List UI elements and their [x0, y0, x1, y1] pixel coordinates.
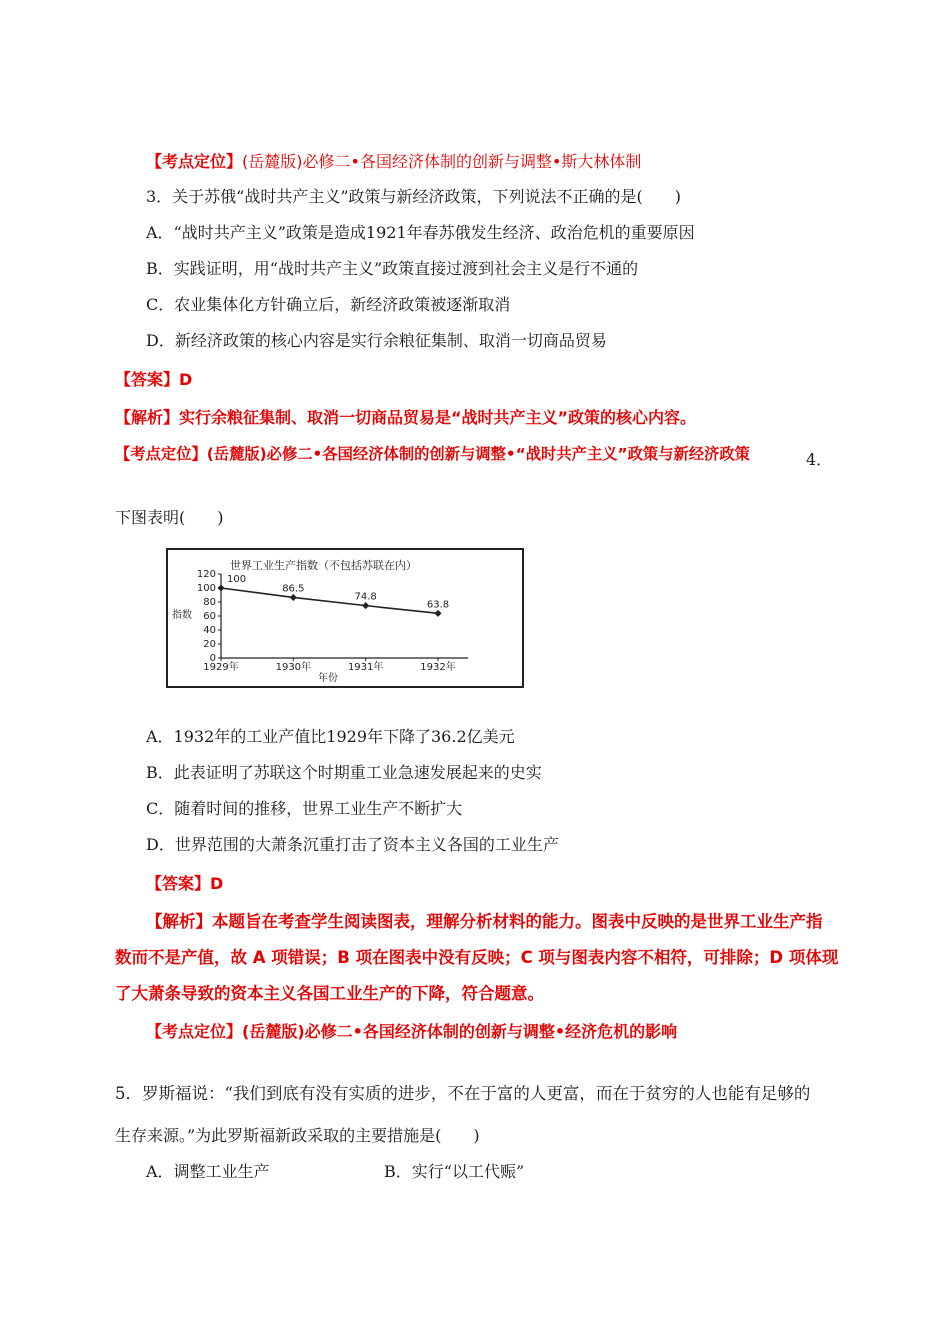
- y-tick-label: 120: [196, 569, 216, 580]
- data-label: 63.8: [426, 599, 450, 611]
- chart-svg: [168, 550, 522, 686]
- y-tick-label: 60: [203, 611, 216, 622]
- q3-analysis: [115, 407, 696, 429]
- q4-answer-label: 【答案】: [146, 874, 211, 893]
- q4-point: [146, 1021, 677, 1043]
- q5-stem-line-1: 5．罗斯福说：“我们到底有没有实质的进步，不在于富的人更富，而在于贫穷的人也能有足够的: [115, 1084, 811, 1103]
- q4-analysis-label: 【解析】: [146, 912, 212, 931]
- x-tick-label: 1930年: [275, 662, 312, 673]
- q3-point-text: (岳麓版)必修二•各国经济体制的创新与调整•“战时共产主义”政策与新经济政策: [206, 445, 750, 463]
- chart-y-label: 指数: [172, 610, 192, 621]
- q4-analysis-line-3: 了大萧条导致的资本主义各国工业生产的下降，符合题意。: [115, 984, 544, 1003]
- q3-analysis-label: 【解析】: [115, 408, 180, 427]
- x-tick-label: 1929年: [203, 662, 239, 673]
- q3-option-d: D．新经济政策的核心内容是实行余粮征集制、取消一切商品贸易: [146, 331, 607, 350]
- q5-option-b: B．实行“以工代赈”: [384, 1162, 525, 1181]
- data-label: 74.8: [354, 591, 377, 603]
- series-line: [221, 588, 438, 613]
- q4-stem: 下图表明( ): [115, 508, 224, 527]
- q5-stem-line-2: 生存来源。”为此罗斯福新政采取的主要措施是( ): [115, 1126, 480, 1145]
- q4-number: 4．: [806, 450, 833, 469]
- q2-point: [146, 151, 641, 173]
- q4-option-b: B．此表证明了苏联这个时期重工业急速发展起来的史实: [146, 763, 542, 782]
- chart-x-label: 年份: [318, 673, 338, 684]
- q4-answer-value: D: [210, 874, 224, 893]
- y-tick-label: 0: [209, 653, 216, 664]
- q4-answer: [146, 873, 223, 895]
- q3-answer-value: D: [179, 370, 193, 389]
- data-label: 100: [227, 574, 247, 585]
- q4-point-text: (岳麓版)必修二•各国经济体制的创新与调整•经济危机的影响: [242, 1022, 678, 1041]
- y-tick-label: 80: [203, 597, 216, 608]
- q4-analysis-line-2: 数而不是产值，故 A 项错误；B 项在图表中没有反映；C 项与图表内容不相符，可排除；D 项体现: [115, 948, 839, 967]
- y-tick-label: 40: [203, 625, 216, 636]
- q4-option-c: C．随着时间的推移，世界工业生产不断扩大: [146, 799, 463, 818]
- q3-option-c: C．农业集体化方针确立后，新经济政策被逐渐取消: [146, 295, 511, 314]
- q3-point: [115, 443, 750, 465]
- q2-point-label: 【考点定位】: [146, 152, 243, 171]
- q3-analysis-text: 实行余粮征集制、取消一切商品贸易是“战时共产主义”政策的核心内容。: [179, 408, 697, 427]
- data-point: [362, 602, 369, 609]
- q4-option-d: D．世界范围的大萧条沉重打击了资本主义各国的工业生产: [146, 835, 559, 854]
- x-tick-label: 1931年: [347, 662, 384, 673]
- data-point: [217, 584, 224, 591]
- q2-point-text: (岳麓版)必修二•各国经济体制的创新与调整•斯大林体制: [242, 152, 642, 171]
- q4-analysis-text-1: 本题旨在考查学生阅读图表，理解分析材料的能力。图表中反映的是世界工业生产指: [212, 912, 823, 931]
- q4-analysis-line-1: [146, 911, 823, 933]
- q3-option-b: B．实践证明，用“战时共产主义”政策直接过渡到社会主义是行不通的: [146, 259, 639, 278]
- chart-title: 世界工业生产指数（不包括苏联在内）: [230, 559, 417, 572]
- industrial-index-chart: [166, 548, 524, 688]
- q4-point-label: 【考点定位】: [146, 1022, 243, 1041]
- q3-stem: 3．关于苏俄“战时共产主义”政策与新经济政策，下列说法不正确的是( ): [146, 187, 682, 206]
- q3-answer: [115, 369, 192, 391]
- data-point: [434, 610, 441, 617]
- q3-option-a: A．“战时共产主义”政策是造成1921年春苏俄发生经济、政治危机的重要原因: [146, 223, 695, 242]
- y-tick-label: 20: [203, 639, 216, 650]
- q4-option-a: A．1932年的工业产值比1929年下降了36.2亿美元: [146, 727, 515, 746]
- y-tick-label: 100: [196, 583, 216, 594]
- q5-option-a: A．调整工业生产: [146, 1162, 270, 1181]
- data-point: [290, 594, 297, 601]
- x-tick-label: 1932年: [420, 662, 456, 673]
- data-label: 86.5: [282, 583, 305, 595]
- q3-point-label: 【考点定位】: [115, 445, 207, 463]
- q3-answer-label: 【答案】: [115, 370, 180, 389]
